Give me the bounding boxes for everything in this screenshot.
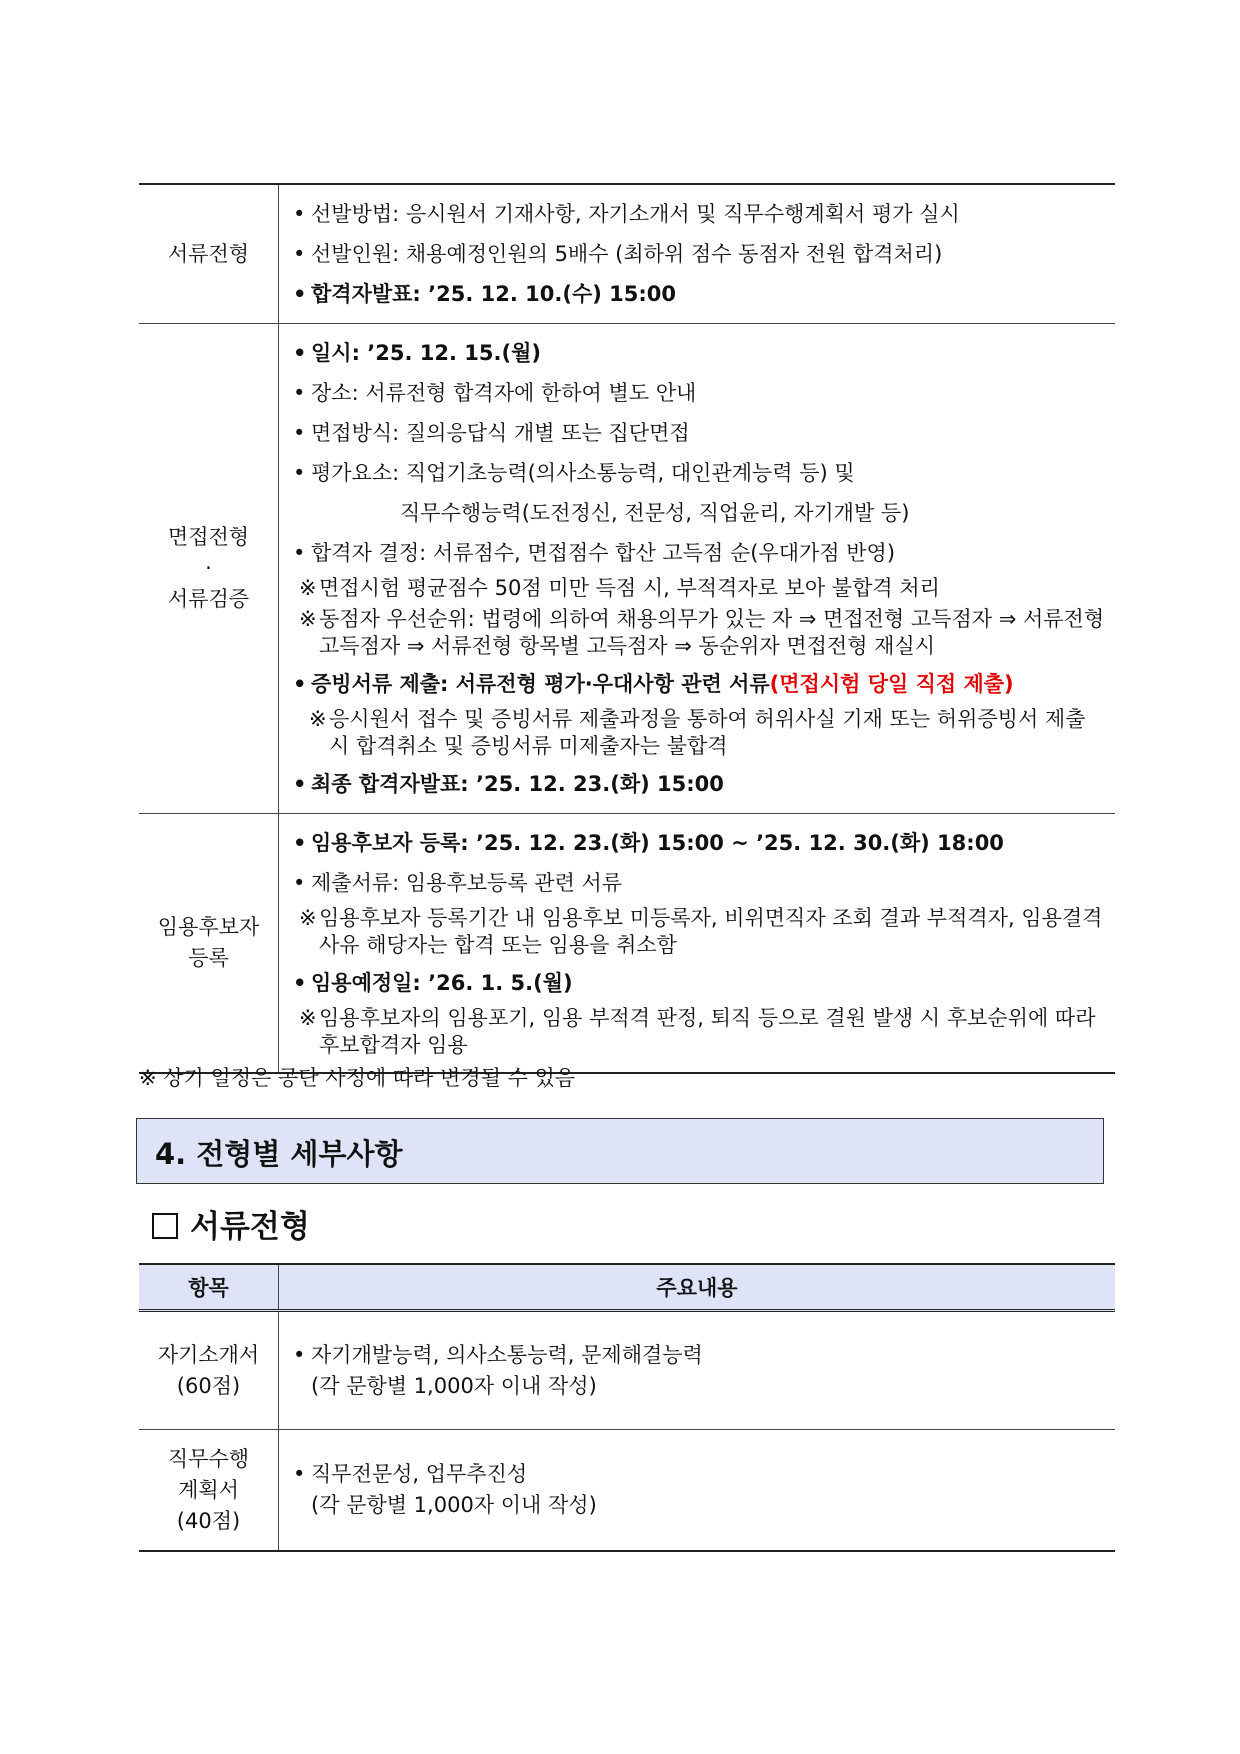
label-line: (40점) [176, 1508, 241, 1533]
schedule-table [139, 183, 1115, 1074]
note-mark: ※ [299, 906, 317, 930]
row-content-document [279, 184, 1116, 324]
table-row [139, 1311, 1115, 1430]
row-content-registration [279, 814, 1116, 1074]
section-title: 4. 전형별 세부사항 [155, 1137, 403, 1171]
content-note: (각 문항별 1,000자 이내 작성) [311, 1373, 597, 1398]
bullet-document-submission [289, 664, 1107, 704]
table-header-row [139, 1264, 1115, 1311]
note-registration-cancel [289, 905, 1107, 959]
row-content-interview [279, 324, 1116, 814]
subsection-heading [152, 1206, 310, 1248]
note-mark: ※ [309, 707, 327, 731]
schedule-row-registration [139, 814, 1115, 1074]
label-line: · [205, 556, 212, 580]
note-text: 임용후보자 등록기간 내 임용후보 미등록자, 비위면직자 조회 결과 부적격자, 임용결격사유 해당자는 합격 또는 임용을 취소함 [319, 906, 1103, 957]
label-line: (60점) [176, 1373, 241, 1398]
row-label-document: 서류전형 [139, 184, 279, 324]
bullet-registration-docs: • 제출서류: 임용후보등록 관련 서류 [289, 863, 1107, 903]
bullet-appointment-date: • 임용예정일: ’26. 1. 5.(월) [289, 963, 1107, 1003]
row-content-self-intro [279, 1311, 1116, 1430]
row-label-interview [139, 324, 279, 814]
bullet-content: • 직무전문성, 업무추진성 [289, 1459, 1115, 1490]
row-label-job-plan [139, 1430, 279, 1552]
label-line: 등록 [188, 946, 229, 970]
note-text: 동점자 우선순위: 법령에 의하여 채용의무가 있는 자 ⇒ 면접전형 고득점자 ⇒ 서류전형 고득점자 ⇒ 서류전형 항목별 고득점자 ⇒ 동순위자 면접전형 재실시 [319, 607, 1105, 658]
note-vacancy [289, 1005, 1107, 1059]
note-mark: ※ [299, 576, 317, 600]
submission-highlight: (면접시험 당일 직접 제출) [769, 672, 1014, 696]
note-mark: ※ [299, 1006, 317, 1030]
schedule-row-document [139, 184, 1115, 324]
label-line: 면접전형 [167, 525, 250, 549]
schedule-footnote: ※ 상기 일정은 공단 사정에 따라 변경될 수 있음 [139, 1066, 576, 1090]
table-row [139, 1430, 1115, 1552]
label-line: 서류검증 [167, 587, 250, 611]
section-heading-box [136, 1118, 1104, 1184]
bullet-evaluation: • 평가요소: 직업기초능력(의사소통능력, 대인관계능력 등) 및 [289, 453, 1107, 493]
note-text: 면접시험 평균점수 50점 미만 득점 시, 부적격자로 보아 불합격 처리 [319, 576, 940, 600]
bullet-registration-period: • 임용후보자 등록: ’25. 12. 23.(화) 15:00 ~ ’25. 12. 30.(화) 18:00 [289, 823, 1107, 863]
column-header-item: 항목 [139, 1264, 279, 1311]
evaluation-continued: 직무수행능력(도전정신, 전문성, 직업윤리, 자기개발 등) [400, 501, 910, 525]
bullet-interview-place: • 장소: 서류전형 합격자에 한하여 별도 안내 [289, 373, 1107, 413]
note-false-documents [289, 706, 1107, 760]
note-mark: ※ [299, 607, 317, 631]
bullet-content: • 자기개발능력, 의사소통능력, 문제해결능력 [289, 1340, 1115, 1371]
bullet-pass-announcement: • 합격자발표: ’25. 12. 10.(수) 15:00 [289, 274, 1107, 314]
bullet-interview-method: • 면접방식: 질의응답식 개별 또는 집단면접 [289, 413, 1107, 453]
subsection-title: 서류전형 [190, 1209, 310, 1245]
document-screening-table [139, 1263, 1115, 1552]
bullet-selection-count: • 선발인원: 채용예정인원의 5배수 (최하위 점수 동점자 전원 합격처리) [289, 234, 1107, 274]
submission-text: 증빙서류 제출: 서류전형 평가·우대사항 관련 서류 [311, 672, 770, 696]
checkbox-square-icon [152, 1213, 178, 1239]
note-tie-priority [289, 606, 1107, 660]
label-line: 계획서 [178, 1477, 239, 1502]
schedule-row-interview [139, 324, 1115, 814]
column-header-content: 주요내용 [279, 1264, 1116, 1311]
note-score-threshold [289, 575, 1107, 602]
row-label-registration [139, 814, 279, 1074]
label-line: 직무수행 [167, 1446, 250, 1471]
row-content-job-plan [279, 1430, 1116, 1552]
content-note: (각 문항별 1,000자 이내 작성) [311, 1493, 597, 1517]
label-line: 임용후보자 [157, 915, 260, 939]
bullet-interview-date: • 일시: ’25. 12. 15.(월) [289, 333, 1107, 373]
bullet-final-announcement: • 최종 합격자발표: ’25. 12. 23.(화) 15:00 [289, 764, 1107, 804]
note-text: 임용후보자의 임용포기, 임용 부적격 판정, 퇴직 등으로 결원 발생 시 후보순위에 따라 후보합격자 임용 [319, 1006, 1096, 1057]
label-line: 자기소개서 [157, 1342, 260, 1367]
row-label-self-intro [139, 1311, 279, 1430]
note-text: 응시원서 접수 및 증빙서류 제출과정을 통하여 허위사실 기재 또는 허위증빙서 제출 시 합격취소 및 증빙서류 미제출자는 불합격 [329, 707, 1086, 758]
bullet-selection-method: • 선발방법: 응시원서 기재사항, 자기소개서 및 직무수행계획서 평가 실시 [289, 194, 1107, 234]
bullet-pass-decision: • 합격자 결정: 서류점수, 면접점수 합산 고득점 순(우대가점 반영) [289, 533, 1107, 573]
